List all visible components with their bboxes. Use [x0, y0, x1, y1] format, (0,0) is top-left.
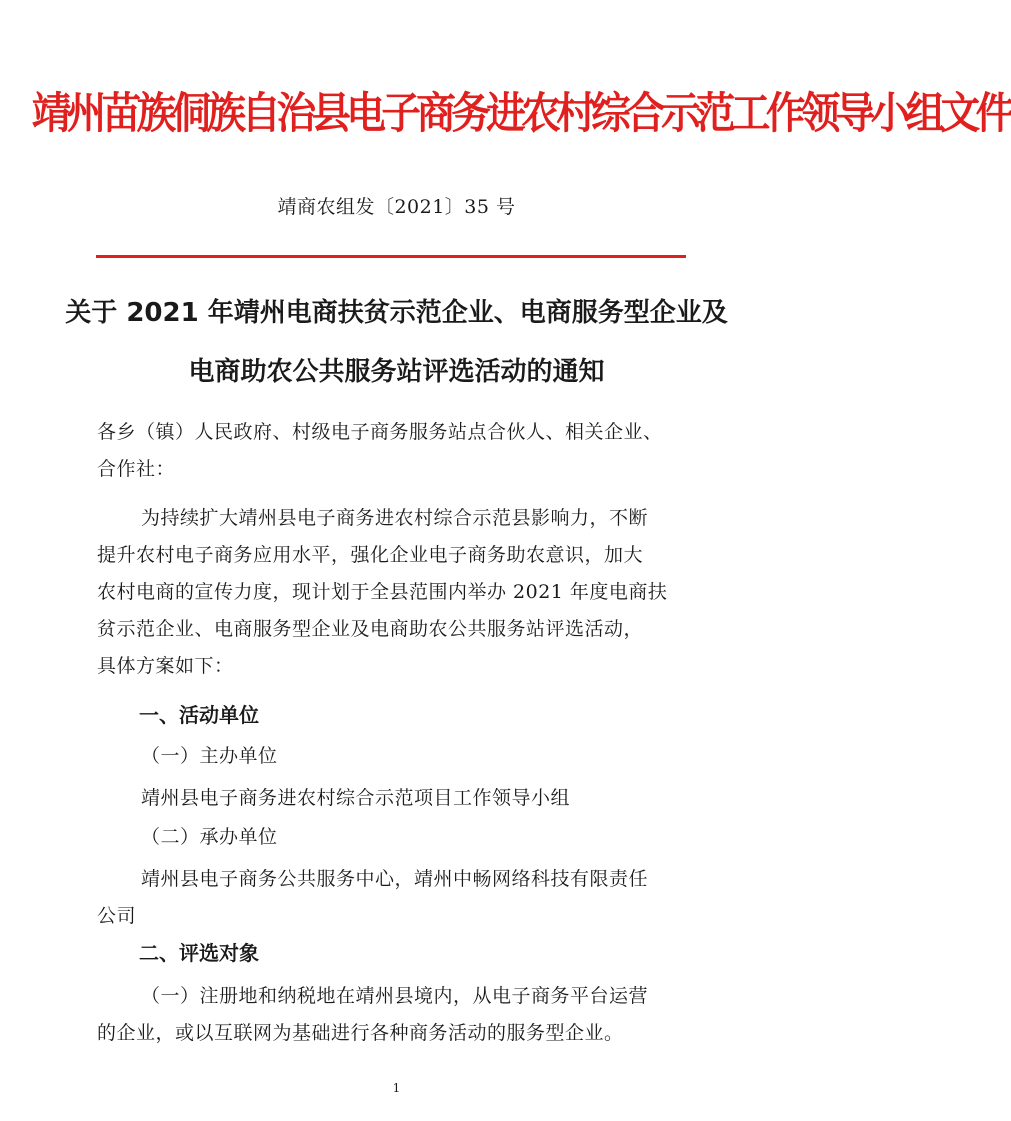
intro-paragraph-line: 农村电商的宣传力度，现计划于全县范围内举办 2021 年度电商扶 [97, 581, 668, 603]
document-number: 靖商农组发〔2021〕35 号 [277, 196, 516, 218]
addressee-line-2: 合作社： [97, 458, 176, 480]
subsection-heading-co-organizer: （二）承办单位 [141, 826, 278, 848]
notice-title-line-1: 关于 2021 年靖州电商扶贫示范企业、电商服务型企业及 [65, 298, 728, 328]
organizer-text: 靖州县电子商务进农村综合示范项目工作领导小组 [141, 787, 571, 809]
intro-paragraph-line: 为持续扩大靖州县电子商务进农村综合示范县影响力，不断 [141, 507, 649, 529]
issuing-organization-title: 靖州苗族侗族自治县电子商务进农村综合示范工作领导小组文件 [31, 89, 1011, 139]
notice-title-line-2: 电商助农公共服务站评选活动的通知 [188, 357, 605, 387]
intro-paragraph-line: 具体方案如下： [97, 655, 234, 677]
red-divider-line [96, 255, 686, 258]
page-number: 1 [392, 1081, 401, 1095]
criteria-line-2: 的企业，或以互联网为基础进行各种商务活动的服务型企业。 [97, 1022, 624, 1044]
section-heading-1: 一、活动单位 [139, 703, 259, 727]
co-organizer-text-line-1: 靖州县电子商务公共服务中心，靖州中畅网络科技有限责任 [141, 868, 649, 890]
addressee-line-1: 各乡（镇）人民政府、村级电子商务服务站点合伙人、相关企业、 [97, 421, 663, 443]
section-heading-2: 二、评选对象 [139, 941, 259, 965]
criteria-line-1: （一）注册地和纳税地在靖州县境内，从电子商务平台运营 [141, 985, 649, 1007]
intro-paragraph-line: 提升农村电子商务应用水平，强化企业电子商务助农意识，加大 [97, 544, 644, 566]
co-organizer-text-line-2: 公司 [97, 905, 137, 927]
intro-paragraph-line: 贫示范企业、电商服务型企业及电商助农公共服务站评选活动， [97, 618, 644, 640]
subsection-heading-organizer: （一）主办单位 [141, 745, 278, 767]
